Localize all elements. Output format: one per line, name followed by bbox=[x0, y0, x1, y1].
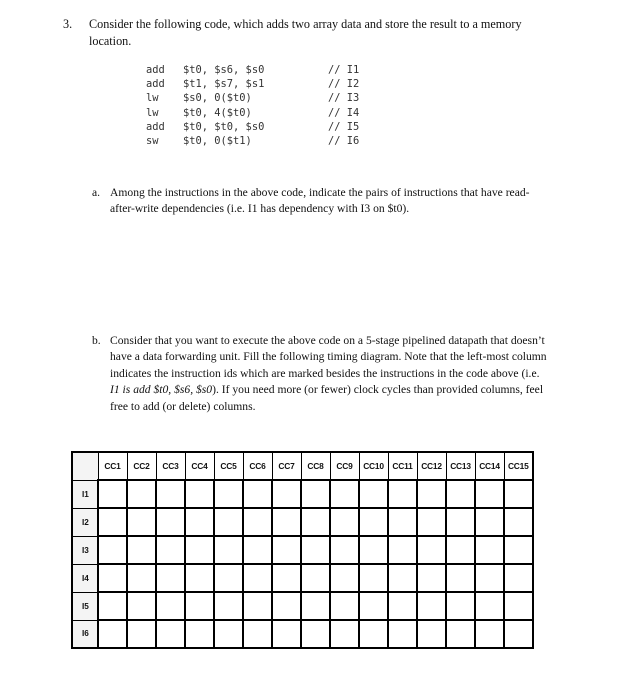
timing-cell[interactable] bbox=[330, 480, 359, 508]
clock-cycle-header: CC9 bbox=[330, 452, 359, 480]
question-header bbox=[63, 16, 543, 50]
timing-cell[interactable] bbox=[504, 508, 533, 536]
timing-cell[interactable] bbox=[127, 480, 156, 508]
clock-cycle-header: CC11 bbox=[388, 452, 417, 480]
timing-cell[interactable] bbox=[98, 536, 127, 564]
timing-cell[interactable] bbox=[475, 508, 504, 536]
timing-cell[interactable] bbox=[417, 480, 446, 508]
instruction-id-label: I4 bbox=[72, 564, 98, 592]
timing-cell[interactable] bbox=[98, 592, 127, 620]
clock-cycle-header: CC1 bbox=[98, 452, 127, 480]
timing-cell[interactable] bbox=[475, 564, 504, 592]
timing-cell[interactable] bbox=[446, 508, 475, 536]
instruction-id-label: I3 bbox=[72, 536, 98, 564]
clock-cycle-header: CC13 bbox=[446, 452, 475, 480]
code-comment: // I5 bbox=[328, 120, 360, 133]
timing-cell[interactable] bbox=[272, 480, 301, 508]
timing-cell[interactable] bbox=[388, 564, 417, 592]
timing-cell[interactable] bbox=[185, 592, 214, 620]
timing-cell[interactable] bbox=[272, 620, 301, 648]
code-comment: // I1 bbox=[328, 64, 360, 76]
timing-header-row bbox=[72, 452, 533, 480]
clock-cycle-header: CC15 bbox=[504, 452, 533, 480]
timing-cell[interactable] bbox=[127, 620, 156, 648]
code-op: sw bbox=[146, 134, 159, 147]
part-b-label: b. bbox=[92, 334, 101, 347]
code-op: lw bbox=[146, 92, 159, 105]
code-op: add bbox=[146, 64, 165, 76]
timing-cell[interactable] bbox=[98, 508, 127, 536]
timing-cell[interactable] bbox=[417, 508, 446, 536]
timing-cell[interactable] bbox=[156, 620, 185, 648]
timing-cell[interactable] bbox=[504, 480, 533, 508]
timing-cell[interactable] bbox=[156, 508, 185, 536]
timing-corner-cell bbox=[72, 452, 98, 480]
timing-cell[interactable] bbox=[214, 564, 243, 592]
timing-cell[interactable] bbox=[301, 480, 330, 508]
timing-cell[interactable] bbox=[330, 536, 359, 564]
timing-cell[interactable] bbox=[127, 536, 156, 564]
timing-cell[interactable] bbox=[214, 536, 243, 564]
timing-cell[interactable] bbox=[272, 536, 301, 564]
timing-cell[interactable] bbox=[243, 480, 272, 508]
timing-cell[interactable] bbox=[243, 508, 272, 536]
timing-cell[interactable] bbox=[301, 508, 330, 536]
timing-cell[interactable] bbox=[388, 480, 417, 508]
timing-row bbox=[72, 480, 533, 508]
timing-cell[interactable] bbox=[446, 536, 475, 564]
timing-cell[interactable] bbox=[504, 592, 533, 620]
timing-cell[interactable] bbox=[127, 564, 156, 592]
timing-cell[interactable] bbox=[272, 564, 301, 592]
part-b bbox=[92, 333, 552, 415]
clock-cycle-header: CC2 bbox=[127, 452, 156, 480]
code-comment: // I2 bbox=[328, 78, 360, 91]
timing-cell[interactable] bbox=[185, 508, 214, 536]
timing-cell[interactable] bbox=[185, 564, 214, 592]
timing-cell[interactable] bbox=[504, 536, 533, 564]
timing-cell[interactable] bbox=[243, 620, 272, 648]
timing-cell[interactable] bbox=[301, 564, 330, 592]
code-comment: // I3 bbox=[328, 92, 360, 105]
timing-cell[interactable] bbox=[388, 620, 417, 648]
timing-cell[interactable] bbox=[156, 564, 185, 592]
timing-cell[interactable] bbox=[243, 564, 272, 592]
timing-cell[interactable] bbox=[127, 508, 156, 536]
timing-cell[interactable] bbox=[98, 564, 127, 592]
code-op: lw bbox=[146, 106, 159, 119]
timing-cell[interactable] bbox=[330, 564, 359, 592]
code-op: add bbox=[146, 78, 165, 91]
clock-cycle-header: CC12 bbox=[417, 452, 446, 480]
clock-cycle-header: CC7 bbox=[272, 452, 301, 480]
code-args: $t0, $t0, $s0 bbox=[183, 120, 265, 133]
timing-cell[interactable] bbox=[156, 536, 185, 564]
part-b-text-before: Consider that you want to execute the above code on a 5-stage pipelined datapath that doesn’t have a data forwarding unit. Fill the following timing diagram. Note that the left-most column indicates the instruction ids which are marked besides the instructions in the code above (i.e. bbox=[110, 334, 547, 380]
timing-cell[interactable] bbox=[446, 620, 475, 648]
timing-cell[interactable] bbox=[243, 536, 272, 564]
timing-cell[interactable] bbox=[272, 508, 301, 536]
part-a-text: Among the instructions in the above code, indicate the pairs of instructions that have read-after-write dependencies (i.e. I1 has dependency with I3 on $t0). bbox=[110, 186, 530, 216]
code-args: $t0, 0($t1) bbox=[183, 134, 252, 147]
timing-cell[interactable] bbox=[475, 536, 504, 564]
timing-cell[interactable] bbox=[185, 480, 214, 508]
timing-cell[interactable] bbox=[475, 592, 504, 620]
timing-cell[interactable] bbox=[417, 536, 446, 564]
question-text: Consider the following code, which adds two array data and store the result to a memory location. bbox=[89, 17, 522, 48]
timing-cell[interactable] bbox=[214, 620, 243, 648]
timing-cell[interactable] bbox=[359, 564, 388, 592]
timing-cell[interactable] bbox=[417, 564, 446, 592]
timing-cell[interactable] bbox=[359, 508, 388, 536]
timing-cell[interactable] bbox=[359, 592, 388, 620]
timing-row bbox=[72, 536, 533, 564]
part-b-text bbox=[110, 333, 552, 415]
timing-row bbox=[72, 508, 533, 536]
timing-cell[interactable] bbox=[185, 620, 214, 648]
clock-cycle-header: CC8 bbox=[301, 452, 330, 480]
instruction-id-label: I1 bbox=[72, 480, 98, 508]
part-a-label: a. bbox=[92, 186, 101, 199]
clock-cycle-header: CC6 bbox=[243, 452, 272, 480]
clock-cycle-header: CC14 bbox=[475, 452, 504, 480]
timing-cell[interactable] bbox=[185, 536, 214, 564]
timing-cell[interactable] bbox=[98, 480, 127, 508]
timing-cell[interactable] bbox=[475, 620, 504, 648]
question-number: 3. bbox=[63, 17, 73, 31]
timing-cell[interactable] bbox=[98, 620, 127, 648]
timing-cell[interactable] bbox=[127, 592, 156, 620]
timing-cell[interactable] bbox=[330, 592, 359, 620]
code-comment: // I4 bbox=[328, 106, 360, 119]
instruction-id-label: I5 bbox=[72, 592, 98, 620]
clock-cycle-header: CC5 bbox=[214, 452, 243, 480]
timing-cell[interactable] bbox=[359, 480, 388, 508]
clock-cycle-header: CC4 bbox=[185, 452, 214, 480]
timing-cell[interactable] bbox=[301, 620, 330, 648]
code-comment: // I6 bbox=[328, 134, 360, 147]
instruction-id-label: I6 bbox=[72, 620, 98, 648]
part-b-example: I1 is add $t0, $s6, $s0 bbox=[110, 383, 213, 397]
timing-cell[interactable] bbox=[359, 536, 388, 564]
timing-cell[interactable] bbox=[272, 592, 301, 620]
code-args: $t0, 4($t0) bbox=[183, 106, 252, 119]
timing-row bbox=[72, 620, 533, 648]
timing-cell[interactable] bbox=[475, 480, 504, 508]
timing-cell[interactable] bbox=[301, 536, 330, 564]
timing-cell[interactable] bbox=[388, 536, 417, 564]
timing-cell[interactable] bbox=[243, 592, 272, 620]
timing-cell[interactable] bbox=[330, 508, 359, 536]
timing-cell[interactable] bbox=[446, 564, 475, 592]
timing-cell[interactable] bbox=[417, 592, 446, 620]
timing-cell[interactable] bbox=[446, 480, 475, 508]
timing-cell[interactable] bbox=[417, 620, 446, 648]
timing-cell[interactable] bbox=[214, 508, 243, 536]
timing-cell[interactable] bbox=[446, 592, 475, 620]
part-b-text-after: ). If you need more (or fewer) clock cycles than provided columns, feel free to add (or delete) columns. bbox=[110, 383, 544, 413]
part-a bbox=[92, 185, 552, 218]
timing-diagram-table bbox=[71, 451, 534, 649]
code-args: $t0, $s6, $s0 bbox=[183, 64, 265, 76]
timing-cell[interactable] bbox=[214, 592, 243, 620]
code-args: $t1, $s7, $s1 bbox=[183, 78, 265, 91]
code-op: add bbox=[146, 120, 165, 133]
clock-cycle-header: CC3 bbox=[156, 452, 185, 480]
clock-cycle-header: CC10 bbox=[359, 452, 388, 480]
instruction-id-label: I2 bbox=[72, 508, 98, 536]
timing-cell[interactable] bbox=[388, 592, 417, 620]
timing-row bbox=[72, 592, 533, 620]
timing-cell[interactable] bbox=[214, 480, 243, 508]
timing-cell[interactable] bbox=[156, 592, 185, 620]
code-args: $s0, 0($t0) bbox=[183, 92, 252, 105]
timing-cell[interactable] bbox=[504, 564, 533, 592]
timing-cell[interactable] bbox=[301, 592, 330, 620]
timing-cell[interactable] bbox=[504, 620, 533, 648]
timing-cell[interactable] bbox=[156, 480, 185, 508]
timing-cell[interactable] bbox=[330, 620, 359, 648]
timing-cell[interactable] bbox=[388, 508, 417, 536]
timing-cell[interactable] bbox=[359, 620, 388, 648]
timing-row bbox=[72, 564, 533, 592]
